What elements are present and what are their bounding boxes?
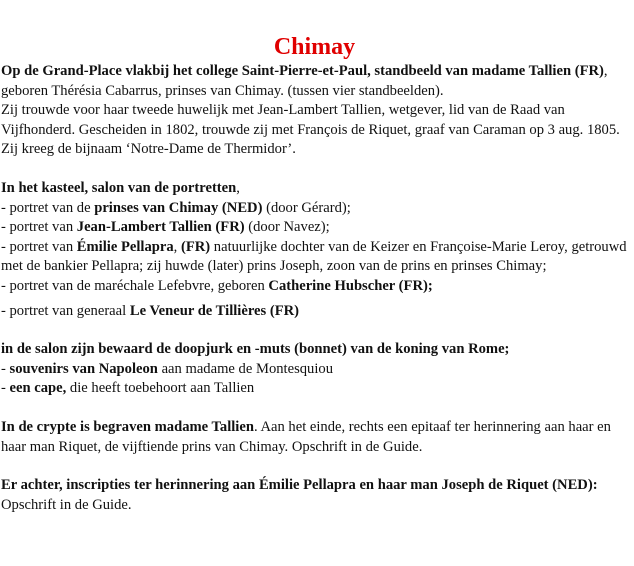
item-bold: Émilie Pellapra: [76, 238, 174, 255]
item-separator: ,: [173, 238, 181, 255]
item-prefix: -: [1, 360, 10, 377]
inscriptions-heading: Er achter, inscripties ter herinnering aan Émilie Pellapra en haar man Joseph de Riquet (NED):: [1, 477, 598, 494]
item-bold: prinses van Chimay (NED): [94, 199, 263, 216]
item-suffix: aan madame de Montesquiou: [157, 360, 333, 377]
portraits-heading: In het kasteel, salon van de portretten: [1, 179, 237, 196]
item-bold: souvenirs van Napoleon: [9, 360, 158, 377]
item-bold: Catherine Hubscher (FR);: [268, 277, 433, 294]
item-prefix: - portret van de: [1, 199, 95, 216]
item-suffix: (door Navez);: [244, 219, 330, 236]
item-suffix: die heeft toebehoort aan Tallien: [66, 380, 255, 397]
portraits-paragraph: [1, 179, 633, 297]
item-prefix: - portret van: [1, 219, 77, 236]
crypt-heading: In de crypte is begraven madame Tallien: [1, 418, 254, 435]
salon-item-2: [1, 380, 254, 396]
inscriptions-paragraph: [1, 476, 633, 515]
spacer: [1, 399, 633, 418]
portrait-item-3: [1, 239, 627, 275]
item-prefix: - portret van: [1, 238, 77, 255]
inscriptions-text: Opschrift in de Guide.: [1, 496, 132, 513]
statue-heading: Op de Grand-Place vlakbij het college Saint-Pierre-et-Paul, standbeeld van madame Tallien (FR): [1, 63, 604, 79]
portrait-item-2: [1, 219, 330, 235]
portraits-heading-tail: ,: [236, 179, 240, 196]
salon-item-1: [1, 361, 333, 377]
portrait-item-1: [1, 200, 351, 216]
portrait-item-5: [1, 302, 633, 322]
salon-heading: in de salon zijn bewaard de doopjurk en -muts (bonnet) van de koning van Rome;: [1, 341, 510, 358]
spacer: [1, 321, 633, 340]
salon-paragraph: [1, 340, 633, 399]
spacer: [1, 160, 633, 179]
crypt-paragraph: [1, 418, 633, 457]
item-suffix: natuurlijke dochter van de Keizer en Françoise-Marie Leroy, getrouwd met de bankier Pellapra; zij huwde (later) prins Joseph, zoon van de prins en prinses Chimay;: [1, 238, 627, 275]
spacer: [1, 457, 633, 476]
page-title: Chimay: [273, 34, 356, 60]
statue-text: , geboren Thérésia Cabarrus, prinses van Chimay. (tussen vier standbeelden).: [1, 63, 608, 99]
item-bold: Le Veneur de Tillières (FR): [129, 302, 300, 319]
statue-paragraph: [1, 62, 633, 160]
item-suffix: (door Gérard);: [262, 199, 351, 216]
portrait-item-4: [1, 278, 433, 294]
tallien-marriage-text: Zij trouwde voor haar tweede huwelijk met Jean-Lambert Tallien, wetgever, lid van de Raad van Vijfhonderd. Gescheiden in 1802, trouwde zij met François de Riquet, graaf van Caraman op 3 aug. 1805. Zij kreeg de bijnaam ‘Notre-Dame de Thermidor’.: [1, 102, 620, 158]
item-prefix: - portret van generaal: [1, 302, 130, 319]
item-prefix: -: [1, 380, 10, 397]
item-bold: een cape,: [9, 380, 67, 397]
crypt-text: . Aan het einde, rechts een epitaaf ter herinnering aan haar en haar man Riquet, de vijftiende prins van Chimay. Opschrift in de Guide.: [1, 418, 611, 455]
item-prefix: - portret van de maréchale Lefebvre, geboren: [1, 277, 269, 294]
item-bold-2: (FR): [180, 238, 211, 255]
item-bold: Jean-Lambert Tallien (FR): [76, 219, 245, 236]
